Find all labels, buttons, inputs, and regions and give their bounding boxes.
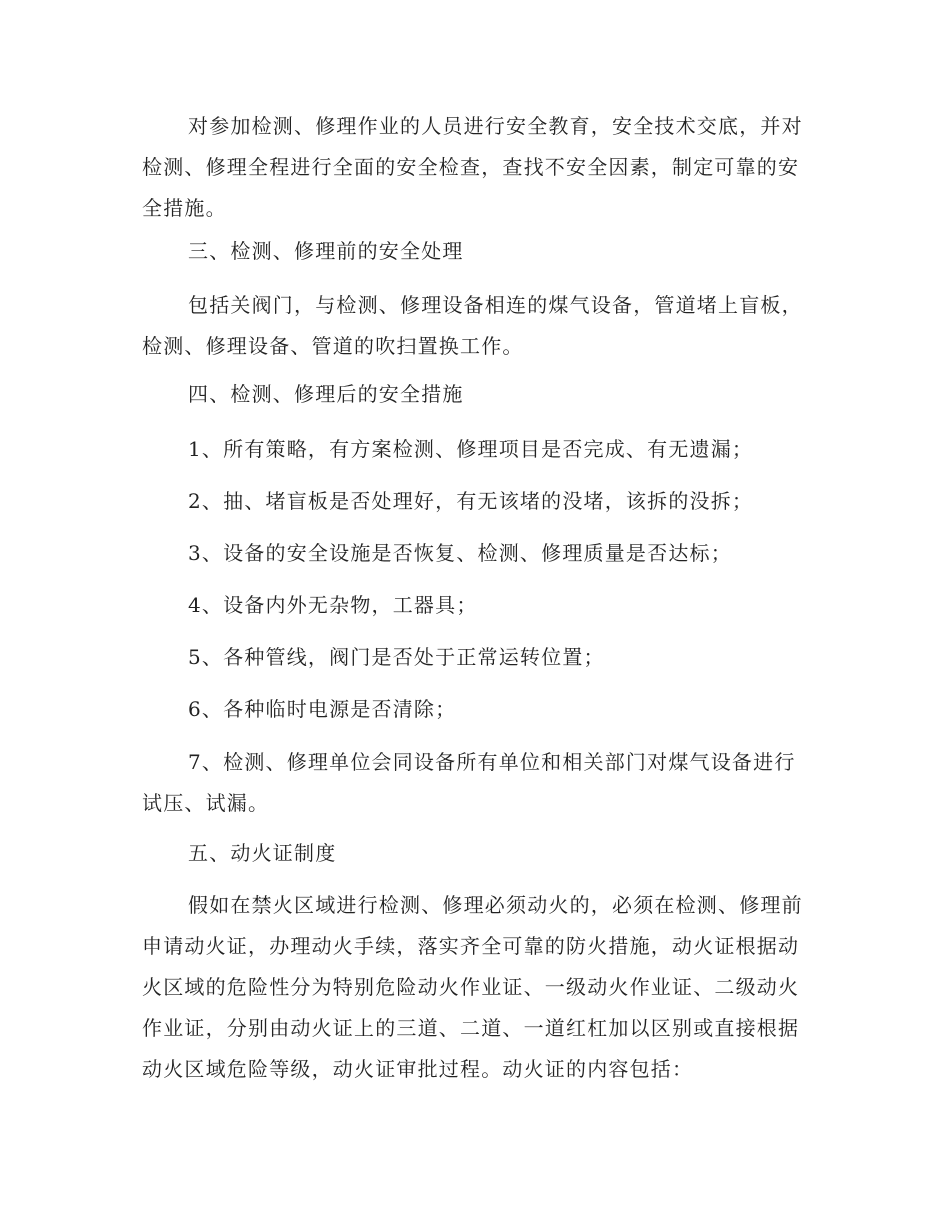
heading-post-repair-measures: 四、检测、修理后的安全措施	[188, 382, 464, 406]
list-item-1: 1、所有策略，有方案检测、修理项目是否完成、有无遗漏；	[188, 437, 754, 461]
heading-pre-repair-safety: 三、检测、修理前的安全处理	[188, 239, 464, 263]
list-item-5: 5、各种管线，阀门是否处于正常运转位置；	[188, 645, 605, 669]
heading-hot-work-permit: 五、动火证制度	[188, 841, 337, 865]
list-item-7: 7、检测、修理单位会同设备所有单位和相关部门对煤气设备进行试压、试漏。	[142, 750, 796, 815]
list-item-6: 6、各种临时电源是否清除；	[188, 697, 457, 721]
list-item-2: 2、抽、堵盲板是否处理好，有无该堵的没堵，该拆的没拆；	[188, 489, 754, 513]
paragraph-valve-blinding: 包括关阀门，与检测、修理设备相连的煤气设备，管道堵上盲板，检测、修理设备、管道的吹扫置换工作。	[142, 293, 803, 358]
paragraph-hot-work-permit: 假如在禁火区域进行检测、修理必须动火的，必须在检测、修理前申请动火证，办理动火手续，落实齐全可靠的防火措施，动火证根据动火区域的危险性分为特别危险动火作业证、一级动火作业证、二级动火作业证，分别由动火证上的三道、二道、一道红杠加以区别或直接根据动火区域危险等级，动火证审批过程。动火证的内容包括：	[142, 893, 803, 1081]
paragraph-safety-education: 对参加检测、修理作业的人员进行安全教育，安全技术交底，并对检测、修理全程进行全面的安全检查，查找不安全因素，制定可靠的安全措施。	[142, 114, 803, 220]
list-item-4: 4、设备内外无杂物，工器具；	[188, 593, 478, 617]
list-item-3: 3、设备的安全设施是否恢复、检测、修理质量是否达标；	[188, 541, 732, 565]
